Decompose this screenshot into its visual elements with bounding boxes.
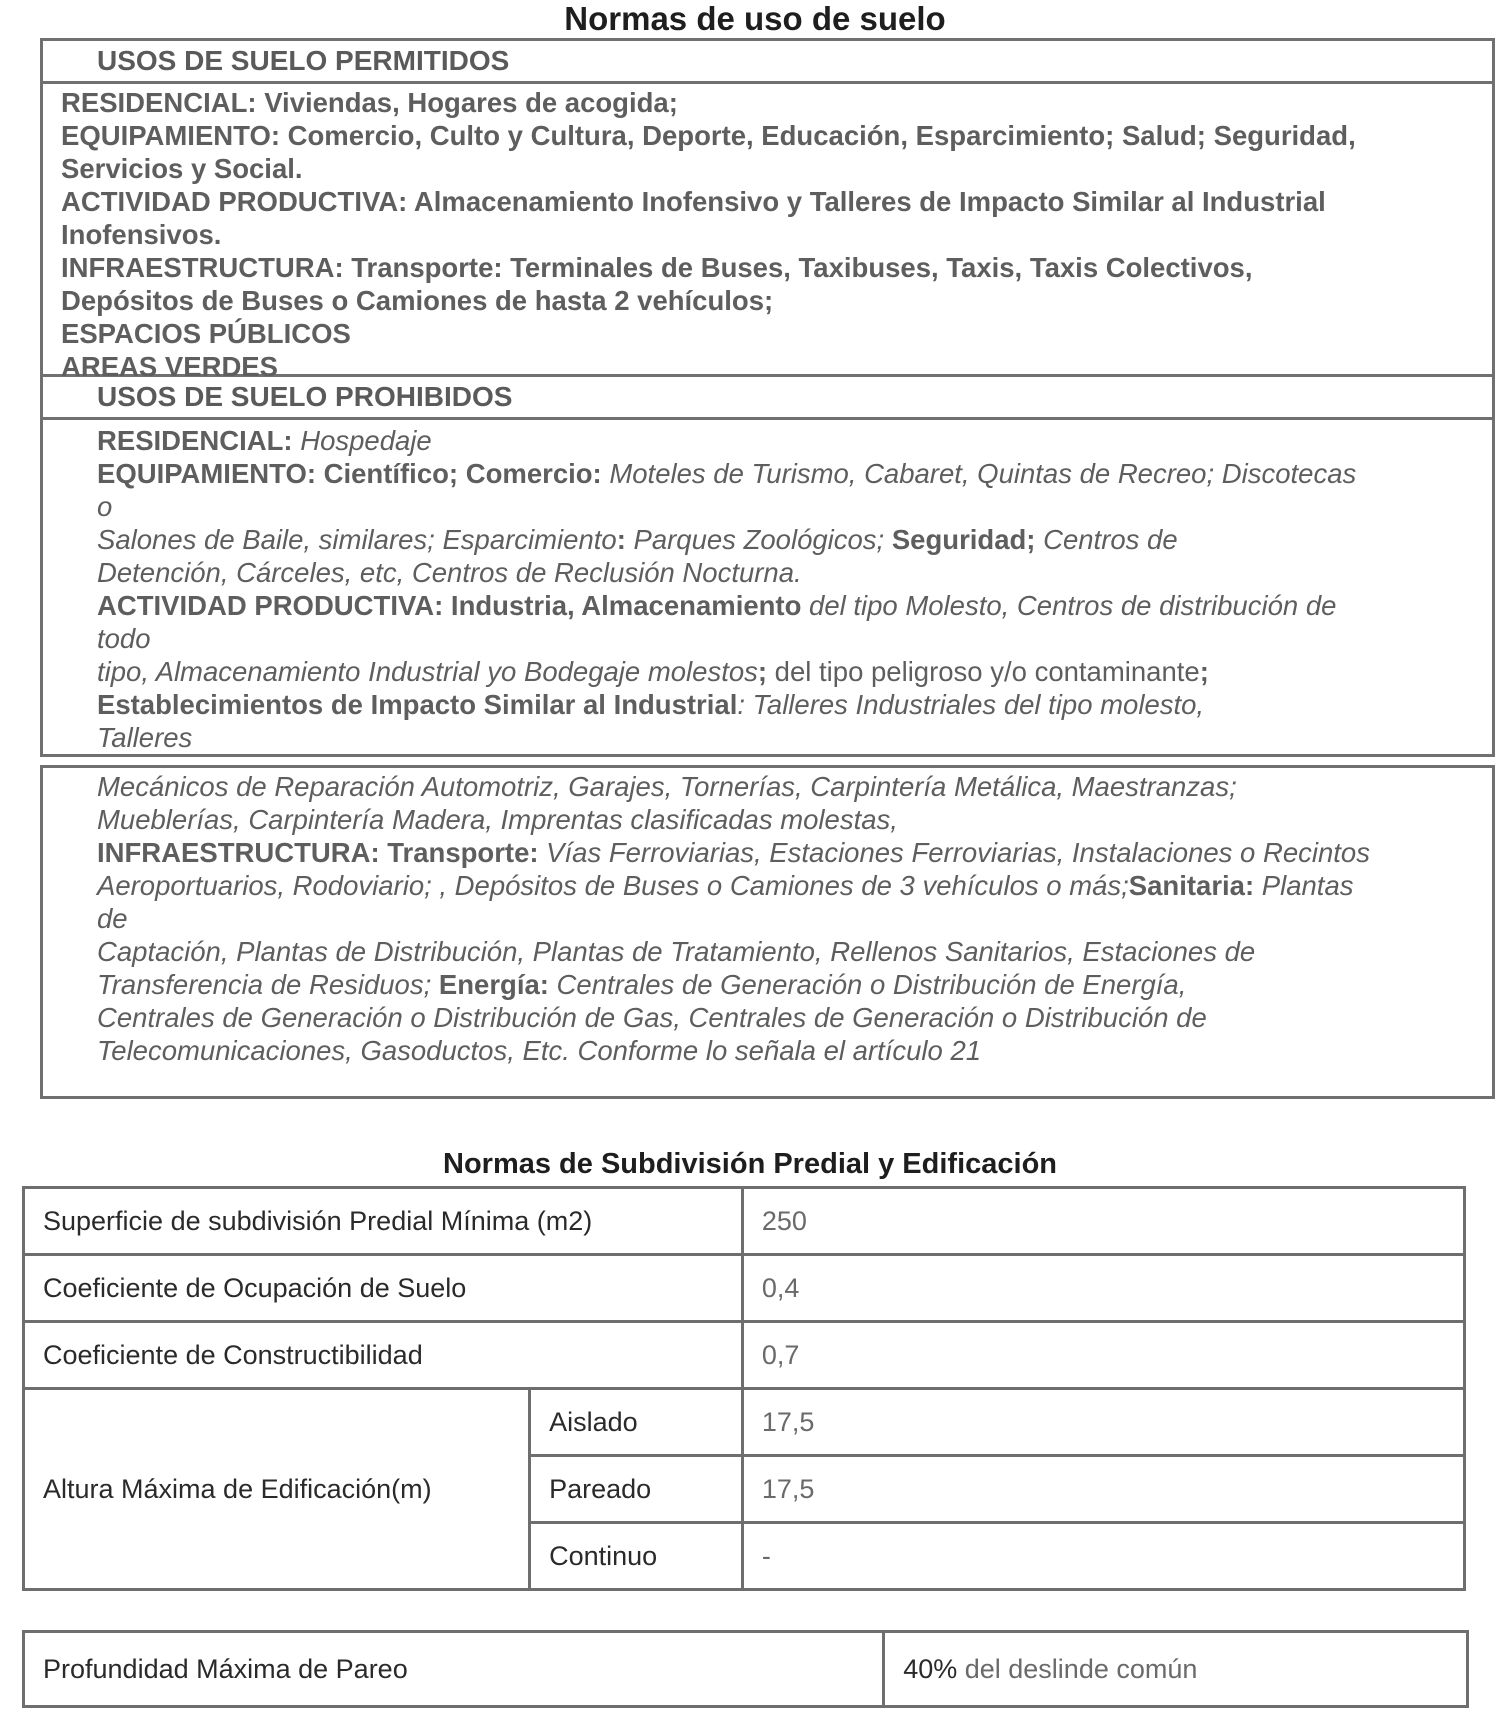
equipamiento-label: EQUIPAMIENTO: Científico; Comercio: bbox=[97, 458, 602, 489]
talleres-text: Mueblerías, Carpintería Madera, Imprentas clasificadas molestas, bbox=[97, 804, 898, 835]
infraestructura-text: Vías Ferroviarias, Estaciones Ferroviarias, Instalaciones o Recintos bbox=[538, 837, 1370, 868]
prohibited-uses-header: USOS DE SUELO PROHIBIDOS bbox=[43, 374, 1492, 420]
height-sub-value: - bbox=[742, 1523, 1464, 1590]
establecimientos-text: : Talleres Industriales del tipo molesto, bbox=[737, 689, 1205, 720]
subdivision-table bbox=[22, 1186, 1466, 1591]
establecimientos-text: Talleres bbox=[97, 722, 193, 753]
pareo-value bbox=[884, 1632, 1468, 1707]
actividad-text: del tipo Molesto, Centros de distribución de bbox=[801, 590, 1337, 621]
row-value: 0,4 bbox=[742, 1255, 1464, 1322]
equipamiento-text: Salones de Baile, similares; Esparcimiento bbox=[97, 524, 617, 555]
actividad-text: tipo, Almacenamiento Industrial yo Bodegaje molestos bbox=[97, 656, 758, 687]
actividad-text: del tipo peligroso y/o contaminante bbox=[767, 656, 1200, 687]
height-sub-value: 17,5 bbox=[742, 1389, 1464, 1456]
table-row bbox=[24, 1389, 1465, 1456]
prohibited-uses-continuation bbox=[43, 768, 1492, 1067]
equipamiento-text: Parques Zoológicos; bbox=[625, 524, 892, 555]
actividad-label: ACTIVIDAD PRODUCTIVA: Industria, Almacenamiento bbox=[97, 590, 802, 621]
permitted-line: AREAS VERDES bbox=[61, 351, 278, 382]
infraestructura-text: Centrales de Generación o Distribución de Energía, bbox=[548, 969, 1187, 1000]
prohibited-continuation-box bbox=[40, 765, 1495, 1099]
row-label: Coeficiente de Constructibilidad bbox=[24, 1322, 743, 1389]
permitted-line: RESIDENCIAL: Viviendas, Hogares de acogida; bbox=[61, 87, 678, 118]
infraestructura-text: Captación, Plantas de Distribución, Plantas de Tratamiento, Rellenos Sanitarios, Estaciones de bbox=[97, 936, 1256, 967]
row-label: Superficie de subdivisión Predial Mínima (m2) bbox=[24, 1188, 743, 1255]
table-row bbox=[24, 1632, 1468, 1707]
infraestructura-text: Transferencia de Residuos; bbox=[97, 969, 439, 1000]
permitted-line: Servicios y Social. bbox=[61, 153, 303, 184]
height-label: Altura Máxima de Edificación(m) bbox=[24, 1389, 530, 1590]
row-value: 250 bbox=[742, 1188, 1464, 1255]
talleres-text: Mecánicos de Reparación Automotriz, Garajes, Tornerías, Carpintería Metálica, Maestranzas; bbox=[97, 771, 1237, 802]
equipamiento-text: Centros de bbox=[1035, 524, 1178, 555]
equipamiento-text: Moteles de Turismo, Cabaret, Quintas de Recreo; Discotecas bbox=[601, 458, 1357, 489]
land-use-title: Normas de uso de suelo bbox=[564, 0, 946, 37]
permitted-uses-content bbox=[43, 84, 1492, 382]
permitted-uses-header: USOS DE SUELO PERMITIDOS bbox=[43, 41, 1492, 84]
table-row bbox=[24, 1322, 1465, 1389]
seguridad-label: Seguridad; bbox=[891, 524, 1036, 555]
permitted-line: ACTIVIDAD PRODUCTIVA: Almacenamiento Inofensivo y Talleres de Impacto Similar al Industrial bbox=[61, 186, 1326, 217]
permitted-line: Inofensivos. bbox=[61, 219, 222, 250]
table-row bbox=[24, 1188, 1465, 1255]
residencial-label: RESIDENCIAL: bbox=[97, 425, 293, 456]
permitted-line: ESPACIOS PÚBLICOS bbox=[61, 318, 351, 349]
permitted-line: Depósitos de Buses o Camiones de hasta 2 vehículos; bbox=[61, 285, 774, 316]
residencial-text: Hospedaje bbox=[292, 425, 432, 456]
actividad-text: todo bbox=[97, 623, 151, 654]
sanitaria-label: Sanitaria: bbox=[1128, 870, 1255, 901]
infraestructura-text: Plantas bbox=[1254, 870, 1354, 901]
height-sub-label: Continuo bbox=[530, 1523, 743, 1590]
row-label: Coeficiente de Ocupación de Suelo bbox=[24, 1255, 743, 1322]
pareo-table bbox=[22, 1630, 1469, 1708]
pareo-label: Profundidad Máxima de Pareo bbox=[24, 1632, 884, 1707]
height-sub-label: Pareado bbox=[530, 1456, 743, 1523]
energia-label: Energía: bbox=[438, 969, 549, 1000]
infraestructura-text: Telecomunicaciones, Gasoductos, Etc. Conforme lo señala el artículo 21 bbox=[97, 1035, 982, 1066]
equipamiento-text: Detención, Cárceles, etc, Centros de Reclusión Nocturna. bbox=[97, 557, 802, 588]
permitted-line: EQUIPAMIENTO: Comercio, Culto y Cultura, Deporte, Educación, Esparcimiento; Salud; Seguridad, bbox=[61, 120, 1356, 151]
infraestructura-text: Centrales de Generación o Distribución de Gas, Centrales de Generación o Distribución de bbox=[97, 1002, 1207, 1033]
subdivision-title: Normas de Subdivisión Predial y Edificación bbox=[443, 1148, 1057, 1180]
equipamiento-text: o bbox=[97, 491, 113, 522]
permitted-line: INFRAESTRUCTURA: Transporte: Terminales de Buses, Taxibuses, Taxis, Taxis Colectivos, bbox=[61, 252, 1253, 283]
semicolon: ; bbox=[757, 656, 768, 687]
semicolon: ; bbox=[1199, 656, 1209, 687]
establecimientos-label: Establecimientos de Impacto Similar al Industrial bbox=[97, 689, 738, 720]
land-use-box bbox=[40, 38, 1495, 757]
pareo-value-text: del deslinde común bbox=[957, 1653, 1198, 1684]
infraestructura-text: Aeroportuarios, Rodoviario; , Depósitos de Buses o Camiones de 3 vehículos o más; bbox=[97, 870, 1129, 901]
infraestructura-label: INFRAESTRUCTURA: Transporte: bbox=[97, 837, 539, 868]
prohibited-uses-content bbox=[43, 420, 1492, 754]
colon: : bbox=[616, 524, 626, 555]
height-sub-value: 17,5 bbox=[742, 1456, 1464, 1523]
row-value: 0,7 bbox=[742, 1322, 1464, 1389]
pareo-value-percent: 40% bbox=[903, 1653, 958, 1684]
height-sub-label: Aislado bbox=[530, 1389, 743, 1456]
table-row bbox=[24, 1255, 1465, 1322]
infraestructura-text: de bbox=[97, 903, 128, 934]
